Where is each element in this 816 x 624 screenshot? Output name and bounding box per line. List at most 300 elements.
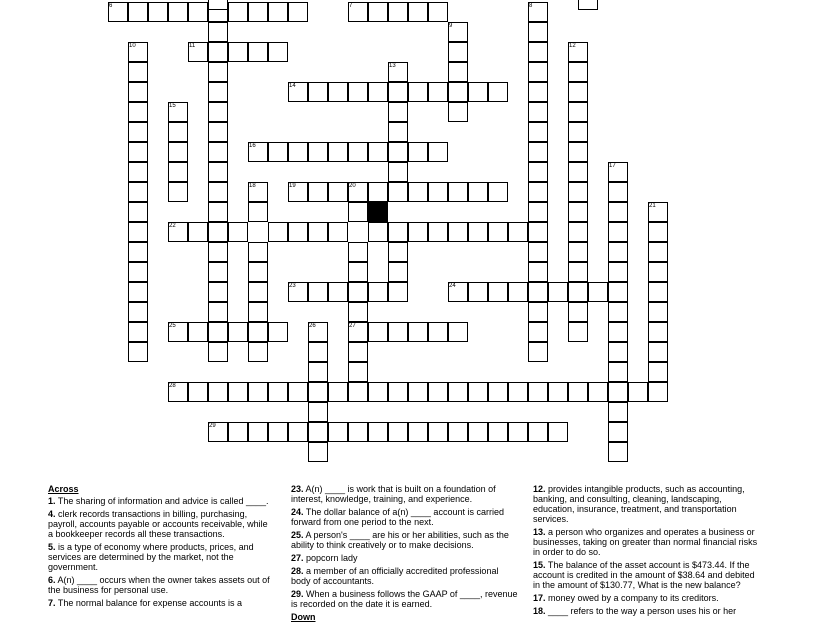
grid-cell[interactable] [208, 242, 228, 262]
grid-cell[interactable] [308, 362, 328, 382]
clue-item-number: 27. [291, 553, 304, 563]
grid-cell[interactable] [648, 362, 668, 382]
grid-cell[interactable] [448, 42, 468, 62]
grid-cell[interactable] [388, 422, 408, 442]
grid-cell[interactable] [388, 2, 408, 22]
grid-cell[interactable] [528, 62, 548, 82]
clue-item-number: 13. [533, 527, 546, 537]
grid-cell[interactable] [228, 42, 248, 62]
grid-cell[interactable] [248, 342, 268, 362]
grid-cell[interactable] [448, 322, 468, 342]
grid-cell[interactable] [208, 62, 228, 82]
clue-number: 23 [289, 283, 296, 289]
grid-cell[interactable] [368, 2, 388, 22]
grid-cell[interactable] [468, 82, 488, 102]
grid-cell[interactable] [388, 102, 408, 122]
clue-item-text: a person who organizes and operates a business or businesses, taking on greater than normal financial risks in order to do so. [533, 527, 758, 557]
grid-cell[interactable] [608, 242, 628, 262]
grid-cell[interactable] [568, 182, 588, 202]
grid-cell[interactable] [268, 222, 288, 242]
clue-item-text: is a type of economy where products, prices, and services are determined by the market, not the government. [48, 542, 254, 572]
grid-cell[interactable] [248, 322, 268, 342]
grid-cell[interactable] [208, 142, 228, 162]
grid-cell[interactable] [208, 382, 228, 402]
grid-cell[interactable] [188, 382, 208, 402]
grid-cell[interactable] [568, 302, 588, 322]
grid-cell[interactable] [128, 102, 148, 122]
grid-cell[interactable] [608, 222, 628, 242]
clue-item [291, 507, 519, 527]
grid-cell[interactable] [208, 302, 228, 322]
grid-cell[interactable] [528, 102, 548, 122]
grid-cell[interactable] [548, 422, 568, 442]
grid-cell[interactable] [168, 182, 188, 202]
grid-cell[interactable] [608, 442, 628, 462]
grid-cell[interactable] [328, 222, 348, 242]
clue-item-number: 29. [291, 589, 304, 599]
grid-cell[interactable] [168, 2, 188, 22]
grid-cell[interactable] [468, 422, 488, 442]
grid-cell[interactable] [188, 2, 208, 22]
grid-cell[interactable] [248, 262, 268, 282]
clue-item [533, 527, 761, 557]
grid-cell[interactable] [308, 382, 328, 402]
clue-item-text: A person's ____ are his or her abilities, such as the ability to think creatively or to make decisions. [291, 530, 509, 550]
grid-cell[interactable] [408, 182, 428, 202]
grid-cell[interactable] [488, 82, 508, 102]
grid-cell[interactable] [208, 282, 228, 302]
grid-cell[interactable] [608, 182, 628, 202]
grid-cell[interactable] [388, 382, 408, 402]
clue-number: 16 [249, 143, 256, 149]
grid-cell[interactable] [328, 142, 348, 162]
grid-cell[interactable] [488, 422, 508, 442]
grid-cell[interactable] [528, 422, 548, 442]
grid-cell[interactable] [528, 322, 548, 342]
grid-cell[interactable] [288, 382, 308, 402]
grid-cell[interactable] [268, 422, 288, 442]
grid-cell[interactable] [608, 302, 628, 322]
clue-number: 28 [169, 383, 176, 389]
clue-number: 14 [289, 83, 296, 89]
grid-cell[interactable] [368, 422, 388, 442]
clue-item-text: The normal balance for expense accounts is a [55, 598, 242, 608]
grid-cell[interactable] [308, 342, 328, 362]
grid-cell[interactable] [128, 242, 148, 262]
clue-item-text: ____ refers to the way a person uses his or her [545, 606, 737, 616]
grid-cell[interactable] [568, 202, 588, 222]
grid-cell[interactable] [528, 302, 548, 322]
grid-cell[interactable] [388, 282, 408, 302]
grid-cell[interactable] [428, 422, 448, 442]
grid-cell[interactable] [368, 82, 388, 102]
grid-cell[interactable] [208, 82, 228, 102]
clue-item-number: 4. [48, 509, 56, 519]
grid-cell[interactable] [508, 222, 528, 242]
grid-cell[interactable] [228, 222, 248, 242]
grid-cell[interactable] [328, 82, 348, 102]
grid-cell[interactable] [388, 242, 408, 262]
grid-cell[interactable] [288, 2, 308, 22]
grid-cell[interactable] [448, 62, 468, 82]
grid-cell[interactable] [128, 222, 148, 242]
grid-cell[interactable] [368, 142, 388, 162]
grid-cell[interactable] [308, 402, 328, 422]
grid-cell[interactable] [348, 202, 368, 222]
clue-item [291, 484, 519, 504]
grid-cell[interactable] [308, 282, 328, 302]
grid-cell[interactable] [528, 282, 548, 302]
clue-item-number: 1. [48, 496, 56, 506]
grid-cell[interactable] [188, 322, 208, 342]
grid-cell[interactable] [128, 342, 148, 362]
grid-cell[interactable] [228, 2, 248, 22]
grid-cell[interactable] [328, 382, 348, 402]
grid-cell[interactable] [568, 142, 588, 162]
grid-cell[interactable] [588, 382, 608, 402]
grid-cell[interactable] [288, 422, 308, 442]
grid-cell[interactable] [568, 222, 588, 242]
clue-item [48, 542, 272, 572]
grid-cell[interactable] [228, 422, 248, 442]
grid-cell[interactable] [568, 62, 588, 82]
grid-cell[interactable] [348, 342, 368, 362]
grid-cell[interactable] [388, 262, 408, 282]
clue-item-text: A(n) ____ occurs when the owner takes assets out of the business for personal use. [48, 575, 270, 595]
grid-cell[interactable] [388, 162, 408, 182]
grid-cell[interactable] [448, 182, 468, 202]
clue-column-1 [48, 484, 272, 611]
grid-cell[interactable] [168, 122, 188, 142]
grid-cell[interactable] [248, 422, 268, 442]
grid-cell[interactable] [128, 142, 148, 162]
clue-item-text: When a business follows the GAAP of ____, revenue is recorded on the date it is earned. [291, 589, 518, 609]
grid-cell[interactable] [568, 322, 588, 342]
grid-cell[interactable] [228, 322, 248, 342]
grid-cell[interactable] [348, 82, 368, 102]
grid-cell[interactable] [428, 322, 448, 342]
clue-item-text: a member of an officially accredited professional body of accountants. [291, 566, 499, 586]
grid-cell[interactable] [608, 262, 628, 282]
grid-cell[interactable] [468, 222, 488, 242]
clue-item-number: 18. [533, 606, 546, 616]
clue-number: 26 [309, 323, 316, 329]
grid-cell[interactable] [228, 382, 248, 402]
grid-cell[interactable] [348, 362, 368, 382]
grid-cell[interactable] [548, 282, 568, 302]
grid-cell[interactable] [428, 2, 448, 22]
grid-cell[interactable] [348, 422, 368, 442]
grid-cell[interactable] [568, 262, 588, 282]
across-clue-list-2 [291, 484, 519, 609]
grid-cell[interactable] [488, 222, 508, 242]
grid-cell[interactable] [568, 82, 588, 102]
grid-cell[interactable] [208, 182, 228, 202]
grid-cell[interactable] [408, 422, 428, 442]
clue-item-number: 17. [533, 593, 546, 603]
clue-item-number: 25. [291, 530, 304, 540]
grid-cell[interactable] [448, 102, 468, 122]
grid-cell[interactable] [568, 382, 588, 402]
grid-cell[interactable] [468, 382, 488, 402]
clue-item [48, 598, 272, 608]
grid-cell[interactable] [128, 182, 148, 202]
clue-item [533, 606, 761, 616]
grid-cell[interactable] [208, 342, 228, 362]
grid-cell[interactable] [608, 362, 628, 382]
grid-cell[interactable] [268, 2, 288, 22]
grid-cell[interactable] [348, 242, 368, 262]
grid-cell[interactable] [208, 222, 228, 242]
black-cell [368, 202, 388, 222]
grid-cell[interactable] [208, 122, 228, 142]
grid-cell[interactable] [208, 22, 228, 42]
grid-cell[interactable] [608, 342, 628, 362]
clue-item [48, 496, 272, 506]
grid-cell[interactable] [248, 202, 268, 222]
grid-cell[interactable] [608, 402, 628, 422]
grid-cell[interactable] [308, 222, 328, 242]
grid-cell[interactable] [578, 0, 598, 10]
grid-cell[interactable] [208, 42, 228, 62]
grid-cell[interactable] [348, 262, 368, 282]
clue-number: 27 [349, 323, 356, 329]
clue-item [48, 575, 272, 595]
grid-cell[interactable] [268, 322, 288, 342]
across-header: Across [48, 484, 79, 494]
grid-cell[interactable] [648, 282, 668, 302]
grid-cell[interactable] [248, 242, 268, 262]
grid-cell[interactable] [608, 382, 628, 402]
clue-item-text: A(n) ____ is work that is built on a foundation of interest, knowledge, training, and experience. [291, 484, 496, 504]
clue-number: 12 [569, 43, 576, 49]
grid-cell[interactable] [408, 82, 428, 102]
clue-item [291, 553, 519, 563]
grid-cell[interactable] [428, 222, 448, 242]
grid-cell[interactable] [268, 42, 288, 62]
grid-cell[interactable] [508, 382, 528, 402]
grid-cell[interactable] [128, 122, 148, 142]
grid-cell[interactable] [328, 422, 348, 442]
grid-cell[interactable] [188, 222, 208, 242]
grid-cell[interactable] [248, 42, 268, 62]
clue-number: 11 [189, 43, 196, 49]
grid-cell[interactable] [528, 162, 548, 182]
clue-number: 17 [609, 163, 616, 169]
clue-item [291, 566, 519, 586]
grid-cell[interactable] [248, 382, 268, 402]
grid-cell[interactable] [528, 42, 548, 62]
grid-cell[interactable] [128, 202, 148, 222]
grid-cell[interactable] [448, 82, 468, 102]
grid-cell[interactable] [588, 282, 608, 302]
grid-cell[interactable] [388, 322, 408, 342]
grid-cell[interactable] [248, 302, 268, 322]
grid-cell[interactable] [408, 222, 428, 242]
clue-column-3 [533, 484, 761, 619]
clue-item-text: clerk records transactions in billing, purchasing, payroll, accounts payable or accounts receivable, while a bookkeeper records all these transactions. [48, 509, 268, 539]
grid-cell[interactable] [308, 142, 328, 162]
grid-cell[interactable] [388, 82, 408, 102]
clue-number: 19 [289, 183, 296, 189]
clue-item [533, 560, 761, 590]
clue-item-text: The dollar balance of a(n) ____ account is carried forward from one period to the next. [291, 507, 504, 527]
clue-number: 20 [349, 183, 356, 189]
grid-cell[interactable] [128, 322, 148, 342]
clue-item-number: 7. [48, 598, 56, 608]
clue-number: 13 [389, 63, 396, 69]
grid-cell[interactable] [248, 282, 268, 302]
grid-cell[interactable] [168, 162, 188, 182]
grid-cell[interactable] [408, 2, 428, 22]
clue-item [533, 484, 761, 524]
grid-cell[interactable] [608, 422, 628, 442]
grid-cell[interactable] [208, 102, 228, 122]
grid-cell[interactable] [388, 142, 408, 162]
grid-cell[interactable] [268, 382, 288, 402]
grid-cell[interactable] [648, 382, 668, 402]
grid-cell[interactable] [508, 282, 528, 302]
grid-cell[interactable] [528, 22, 548, 42]
grid-cell[interactable] [568, 102, 588, 122]
grid-cell[interactable] [128, 2, 148, 22]
grid-cell[interactable] [648, 322, 668, 342]
clue-number: 29 [209, 423, 216, 429]
grid-cell[interactable] [608, 202, 628, 222]
clue-item [533, 593, 761, 603]
grid-cell[interactable] [548, 382, 568, 402]
grid-cell[interactable] [448, 222, 468, 242]
clue-item [291, 530, 519, 550]
grid-cell[interactable] [648, 242, 668, 262]
grid-cell[interactable] [488, 382, 508, 402]
clue-number: 24 [449, 283, 456, 289]
grid-cell[interactable] [488, 282, 508, 302]
grid-cell[interactable] [508, 422, 528, 442]
grid-cell[interactable] [528, 122, 548, 142]
grid-cell[interactable] [568, 242, 588, 262]
grid-cell[interactable] [468, 182, 488, 202]
grid-cell[interactable] [488, 182, 508, 202]
clue-number: 6 [109, 3, 113, 9]
grid-cell[interactable] [128, 262, 148, 282]
clue-item-text: popcorn lady [303, 553, 358, 563]
grid-cell[interactable] [128, 62, 148, 82]
grid-cell[interactable] [288, 142, 308, 162]
grid-cell[interactable] [208, 0, 228, 10]
grid-cell[interactable] [388, 182, 408, 202]
grid-cell[interactable] [208, 322, 228, 342]
grid-cell[interactable] [408, 322, 428, 342]
grid-cell[interactable] [568, 282, 588, 302]
grid-cell[interactable] [608, 282, 628, 302]
grid-cell[interactable] [368, 282, 388, 302]
grid-cell[interactable] [128, 302, 148, 322]
clue-item-text: money owed by a company to its creditors. [545, 593, 719, 603]
grid-cell[interactable] [448, 422, 468, 442]
grid-cell[interactable] [368, 382, 388, 402]
grid-cell[interactable] [528, 382, 548, 402]
grid-cell[interactable] [648, 262, 668, 282]
grid-cell[interactable] [568, 162, 588, 182]
grid-cell[interactable] [428, 82, 448, 102]
grid-cell[interactable] [448, 382, 468, 402]
grid-cell[interactable] [328, 182, 348, 202]
clue-item-text: provides intangible products, such as accounting, banking, and consulting, cleaning, landscaping, education, insurance, treatment, and transportation services. [533, 484, 745, 524]
grid-cell[interactable] [528, 182, 548, 202]
grid-cell[interactable] [648, 222, 668, 242]
clue-item-number: 6. [48, 575, 56, 585]
grid-cell[interactable] [348, 302, 368, 322]
grid-cell[interactable] [208, 162, 228, 182]
grid-cell[interactable] [248, 2, 268, 22]
grid-cell[interactable] [528, 82, 548, 102]
clue-item-text: The sharing of information and advice is called ____. [55, 496, 269, 506]
clue-number: 15 [169, 103, 176, 109]
grid-cell[interactable] [308, 182, 328, 202]
grid-cell[interactable] [348, 142, 368, 162]
clue-number: 21 [649, 203, 656, 209]
grid-cell[interactable] [308, 422, 328, 442]
grid-cell[interactable] [368, 182, 388, 202]
grid-cell[interactable] [628, 382, 648, 402]
grid-cell[interactable] [428, 142, 448, 162]
grid-cell[interactable] [208, 262, 228, 282]
grid-cell[interactable] [208, 202, 228, 222]
grid-cell[interactable] [528, 262, 548, 282]
grid-cell[interactable] [348, 282, 368, 302]
clue-number: 22 [169, 223, 176, 229]
grid-cell[interactable] [328, 282, 348, 302]
grid-cell[interactable] [568, 122, 588, 142]
clue-number: 9 [449, 23, 453, 29]
grid-cell[interactable] [368, 322, 388, 342]
grid-cell[interactable] [408, 382, 428, 402]
grid-cell[interactable] [268, 142, 288, 162]
grid-cell[interactable] [308, 442, 328, 462]
grid-cell[interactable] [528, 222, 548, 242]
grid-cell[interactable] [128, 162, 148, 182]
grid-cell[interactable] [468, 282, 488, 302]
grid-cell[interactable] [148, 2, 168, 22]
grid-cell[interactable] [128, 82, 148, 102]
grid-cell[interactable] [408, 142, 428, 162]
grid-cell[interactable] [528, 342, 548, 362]
grid-cell[interactable] [428, 182, 448, 202]
clue-item-number: 12. [533, 484, 546, 494]
grid-cell[interactable] [308, 82, 328, 102]
grid-cell[interactable] [128, 282, 148, 302]
clue-number: 25 [169, 323, 176, 329]
grid-cell[interactable] [388, 122, 408, 142]
grid-cell[interactable] [608, 322, 628, 342]
clue-item-number: 28. [291, 566, 304, 576]
clue-item-number: 24. [291, 507, 304, 517]
grid-cell[interactable] [368, 222, 388, 242]
grid-cell[interactable] [648, 342, 668, 362]
clue-item-number: 15. [533, 560, 546, 570]
grid-cell[interactable] [528, 202, 548, 222]
grid-cell[interactable] [388, 222, 408, 242]
grid-cell[interactable] [428, 382, 448, 402]
grid-cell[interactable] [288, 222, 308, 242]
grid-cell[interactable] [528, 142, 548, 162]
grid-cell[interactable] [168, 142, 188, 162]
grid-cell[interactable] [348, 382, 368, 402]
clue-number: 7 [349, 3, 353, 9]
grid-cell[interactable] [528, 242, 548, 262]
grid-cell[interactable] [648, 302, 668, 322]
